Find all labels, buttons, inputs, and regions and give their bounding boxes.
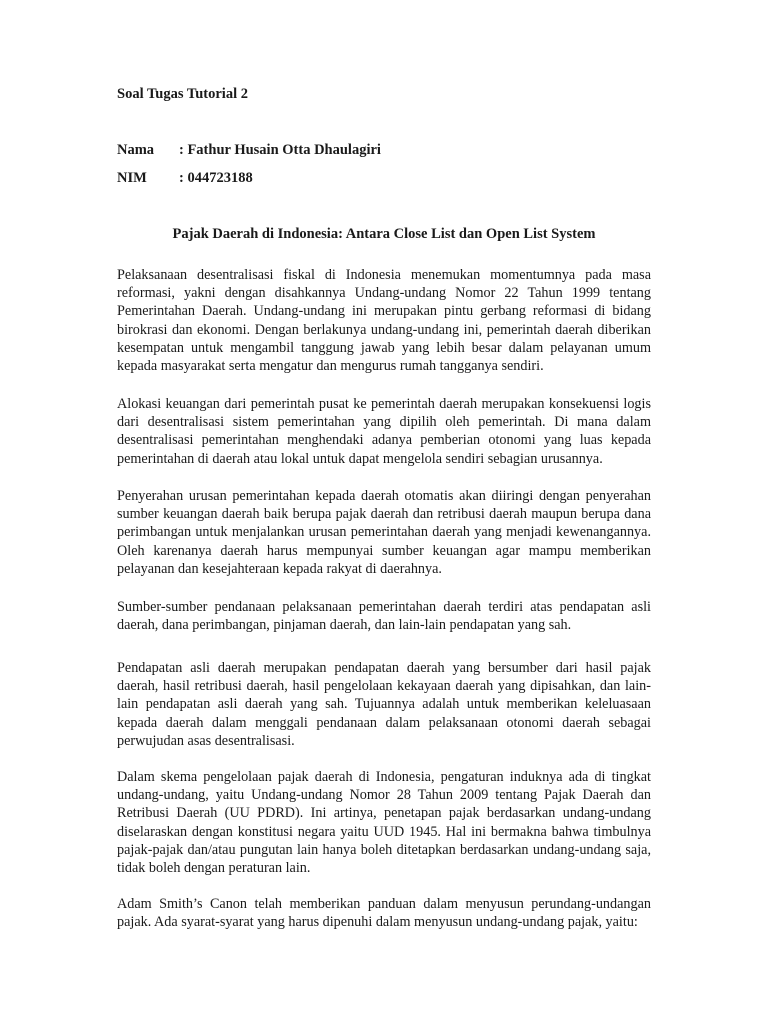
paragraph: Sumber-sumber pendanaan pelaksanaan pemerintahan daerah terdiri atas pendapatan asli daerah, dana perimbangan, pinjaman daerah, dan lain-lain pendapatan yang sah. (117, 599, 651, 634)
document-heading: Soal Tugas Tutorial 2 (117, 86, 248, 102)
document-title: Pajak Daerah di Indonesia: Antara Close List dan Open List System (172, 226, 596, 242)
name-label: Nama (117, 142, 155, 158)
paragraph: Pendapatan asli daerah merupakan pendapatan daerah yang bersumber dari hasil pajak daerah, hasil retribusi daerah, hasil pengelolaan kekayaan daerah yang dipisahkan, dan lain-lain pendapatan asli daerah yang sah. Tujuannya adalah untuk memberikan keleluasaan kepada daerah dalam menggali pendanaan dalam pelaksanaan otonomi daerah sebagai perwujudan asas desentralisasi. (117, 660, 651, 749)
paragraph: Penyerahan urusan pemerintahan kepada daerah otomatis akan diiringi dengan penyerahan sumber keuangan daerah baik berupa pajak daerah dan retribusi daerah maupun berupa dana perimbangan untuk menjalankan urusan pemerintahan daerah yang menjadi kewenangannya. Oleh karenanya daerah harus mempunyai sumber keuangan agar mampu memberikan pelayanan dan kesejahteraan kepada rakyat di daerahnya. (117, 488, 651, 577)
paragraph: Adam Smith’s Canon telah memberikan panduan dalam menyusun perundang-undangan pajak. Ada syarat-syarat yang harus dipenuhi dalam menyusun undang-undang pajak, yaitu: (117, 896, 651, 931)
nim-label: NIM (117, 170, 147, 186)
paragraph: Alokasi keuangan dari pemerintah pusat ke pemerintah daerah merupakan konsekuensi logis dari desentralisasi sistem pemerintahan yang dipilih oleh pemerintah. Di mana dalam desentralisasi pemerintahan menghendaki adanya pemberian otonomi yang luas kepada pemerintahan di daerah atau lokal untuk dapat mengelola sendiri sebagian urusannya. (117, 396, 651, 467)
paragraph: Dalam skema pengelolaan pajak daerah di Indonesia, pengaturan induknya ada di tingkat undang-undang, yaitu Undang-undang Nomor 28 Tahun 2009 tentang Pajak Daerah dan Retribusi Daerah (UU PDRD). Ini artinya, penetapan pajak berdasarkan undang-undang diselaraskan dengan konstitusi negara yaitu UUD 1945. Hal ini bermakna bahwa timbulnya pajak-pajak dan/atau pungutan lain hanya boleh ditetapkan berdasarkan undang-undang saja, tidak boleh dengan peraturan lain. (117, 769, 651, 877)
nim-value: : 044723188 (179, 170, 253, 186)
name-value: : Fathur Husain Otta Dhaulagiri (179, 142, 381, 158)
name-row (117, 142, 381, 159)
nim-row (117, 170, 253, 187)
paragraph: Pelaksanaan desentralisasi fiskal di Indonesia menemukan momentumnya pada masa reformasi, yakni dengan disahkannya Undang-undang Nomor 22 Tahun 1999 tentang Pemerintahan Daerah. Undang-undang ini merupakan pintu gerbang reformasi di bidang birokrasi dan ekonomi. Dengan berlakunya undang-undang ini, pemerintah daerah diberikan kesempatan untuk mengambil tanggung jawab yang lebih besar dalam pelayanan umum kepada masyarakat serta mengatur dan mengurus rumah tangganya sendiri. (117, 267, 651, 375)
